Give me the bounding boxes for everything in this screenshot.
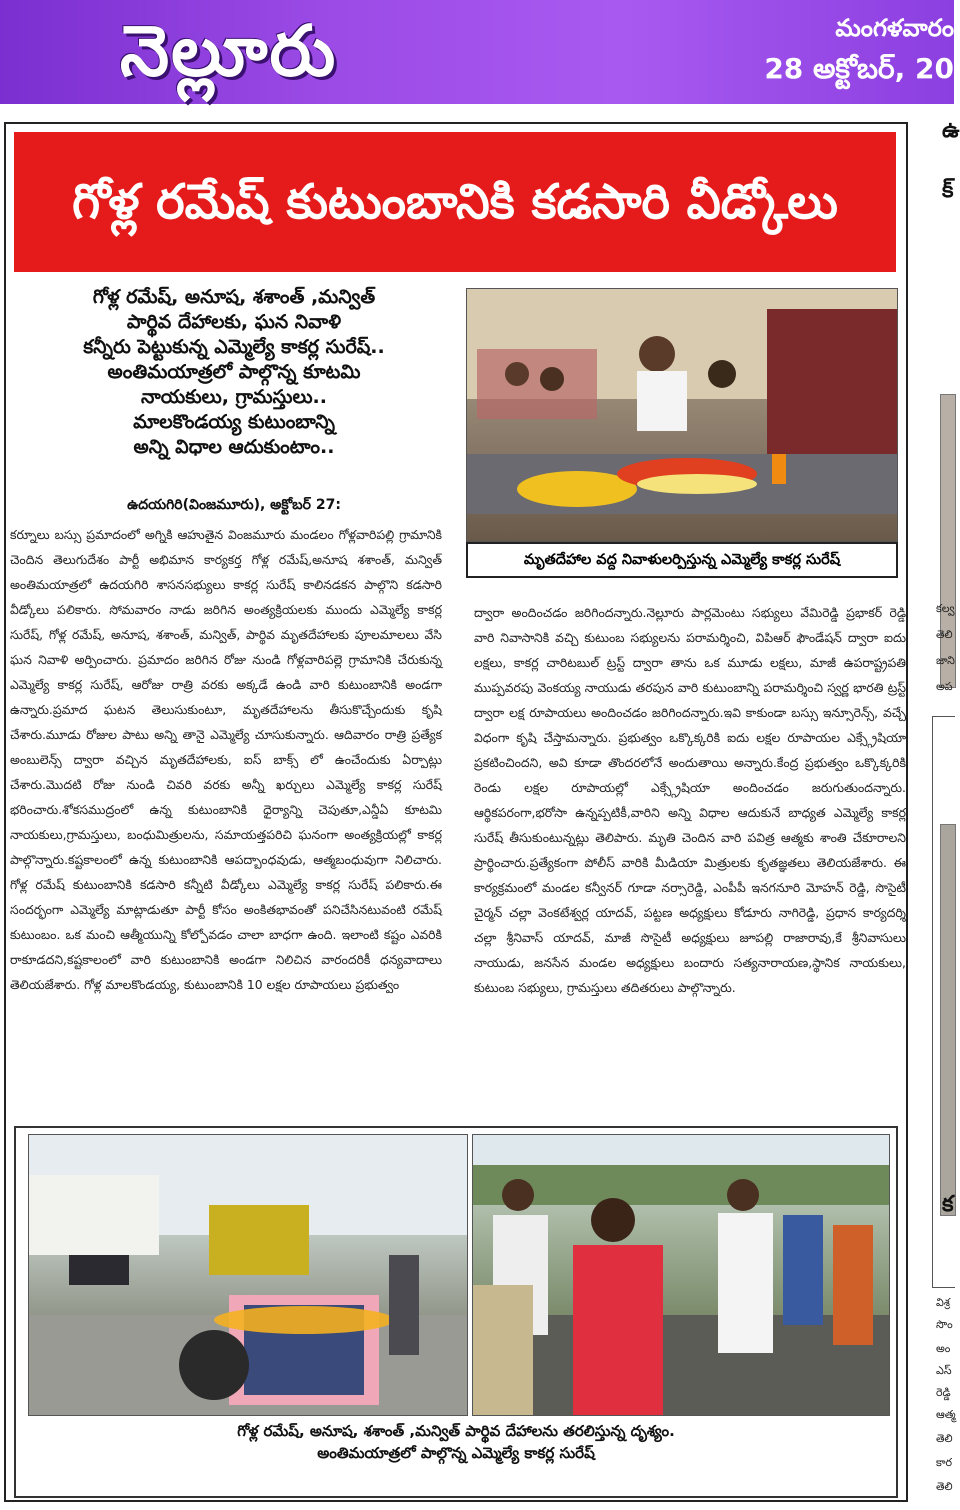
masthead-date: 28 అక్టోబర్, 20 [764, 52, 954, 85]
adjacent-text-fragment: కల్వ [936, 602, 955, 615]
newspaper-title: నెల్లూరు [120, 10, 338, 92]
photo-tribute [466, 288, 898, 542]
adjacent-text-fragment: రెడ్డి [936, 1386, 951, 1399]
photo-walk-illustration [473, 1135, 889, 1415]
caption-line: అంతిమయాత్రలో పాల్గొన్న ఎమ్మెల్యే కాకర్ల సురేష్ [317, 1444, 595, 1462]
adjacent-text-fragment: తెలి [936, 1432, 953, 1445]
masthead-day: మంగళవారం [835, 14, 954, 42]
adjacent-text-fragment: జాని [936, 654, 955, 667]
subhead-line: పార్థివ దేహాలకు, ఘన నివాళి [126, 311, 342, 333]
photo-tribute-caption: మృతదేహాల వద్ద నివాళులర్పిస్తున్న ఎమ్మెల్యే కాకర్ల సురేష్ [466, 542, 898, 578]
subhead-line: అంతిమయాత్రలో పాల్గొన్న కూటమి [107, 361, 361, 383]
subhead-line: మాలకొండయ్య కుటుంబాన్ని [133, 411, 335, 433]
subhead-line: నాయకులు, గ్రామస్తులు.. [141, 386, 327, 408]
photo-procession-caption [14, 1420, 898, 1464]
subhead-line: కన్నీరు పెట్టుకున్న ఎమ్మెల్యే కాకర్ల సురేష్.. [83, 336, 385, 358]
article-body-column-2: ద్వారా అందించడం జరిగిందన్నారు.నెల్లూరు పార్లమెంటు సభ్యులు వేమిరెడ్డి ప్రభాకర్ రెడ్డి వారి నివాసానికి వచ్చి కుటుంబ సభ్యులను పరామర్శించి, విపిఆర్ ఫౌండేషన్ ద్వారా ఐదు లక్షలు, కాకర్ల చారిటబుల్ ట్రస్ట్ ద్వారా తాను ఒక మూడు లక్షలు, మాజీ ఉపరాష్ట్రపతి ముప్పవరపు వెంకయ్య నాయుడు తరపున వారి కుటుంబాన్ని పరామర్శించి స్వర్ణ భారతి ట్రస్ట్ ద్వారా లక్ష రూపాయలు అందించడం జరిగిందన్నారు.ఇవి కాకుండా బస్సు ఇన్సూరెన్స్, వచ్చే విధంగా కృషి చేస్తామన్నారు. ప్రభుత్వం ఒక్కొక్కరికి ఐదు లక్షల రూపాయల ఎక్స్గ్రేషియా ప్రకటించిందని, అవి కూడా తొందరలోనే అందుతాయి అన్నారు.కేంద్ర ప్రభుత్వం ఒక్కొక్కరికి రెండు లక్షల రూపాయల్లో ఎక్స్గ్రేషియా అందించడం జరుగుతుందన్నారు. ఆర్థికపరంగా,భరోసా ఉన్నప్పటికీ,వారిని అన్ని విధాల ఆదుకునే బాధ్యత ఎమ్మెల్యే కాకర్ల సురేష్ తీసుకుంటున్నట్లు తెలిపారు. మృతి చెందిన వారి పవిత్ర ఆత్మకు శాంతి చేకూరాలని ప్రార్థించారు.ప్రత్యేకంగా పోలీస్ వారికి మీడియా మిత్రులకు కృతజ్ఞతలు తెలియజేశారు. ఈ కార్యక్రమంలో మండల కన్వీనర్ గూడా నర్సారెడ్డి, ఎంపీపీ ఇనగనూరి మోహన్ రెడ్డి, సొసైటీ చైర్మన్ చల్లా వెంకటేశ్వర్ల యాదవ్, పట్టణ అధ్యక్షులు కోడూరు నాగిరెడ్డి, ప్రధాన కార్యదర్శి చల్లా శ్రీనివాస్ యాదవ్, మాజీ సొసైటీ అధ్యక్షులు జూపల్లి రాజారావు,కే శ్రీనివాసులు నాయుడు, జనసేన మండల అధ్యక్షులు బందారు సత్యనారాయణ,స్థానిక నాయకులు, కుటుంబ సభ్యులు, గ్రామస్తులు తదితరులు పాల్గొన్నారు. [474, 605, 906, 995]
adjacent-photo [940, 824, 956, 1216]
adjacent-heading-fragment: ఉ [942, 118, 960, 143]
adjacent-text-fragment: ఎస్ [936, 1364, 952, 1377]
photo-procession-illustration [29, 1135, 467, 1415]
caption-line: గోళ్ల రమేష్, అనూష, శశాంత్ ,మన్విత్ పార్థివ దేహాలను తరలిస్తున్న దృశ్యం. [237, 1422, 675, 1440]
adjacent-text-fragment: ఆత్మ [936, 1408, 956, 1421]
adjacent-heading-fragment: క [942, 1192, 954, 1217]
adjacent-text-fragment: విశ్ర [936, 1296, 950, 1309]
subhead-line: అన్ని విధాల ఆదుకుంటాం.. [133, 436, 335, 458]
photo-procession-tractor [28, 1134, 468, 1416]
adjacent-text-fragment: తెలి [936, 1480, 953, 1493]
article-body-column-1: కర్నూలు బస్సు ప్రమాదంలో అగ్నికి ఆహుతైన వింజమూరు మండలం గోళ్లవారిపల్లి గ్రామానికి చెందిన తెలుగుదేశం పార్టీ అభిమాన కార్యకర్త గోళ్ల రమేష్,అనూష శశాంత్, మన్విత్ అంతిమయాత్రలో ఉదయగిరి శాసనసభ్యులు కాకర్ల సురేష్ కాలినడకన పాల్గొని కడసారి వీడ్కోలు పలికారు. సోమవారం నాడు జరిగిన అంత్యక్రియలకు ముందు ఎమ్మెల్యే కాకర్ల సురేష్, గోళ్ల రమేష్, అనూష, శశాంత్, మన్విత్, పార్థివ మృతదేహాలకు పూలమాలలు వేసి ఘన నివాళి అర్పించారు. ప్రమాదం జరిగిన రోజు నుండి గోళ్లవారిపల్లె గ్రామానికి చేరుకున్న ఎమ్మెల్యే కాకర్ల సురేష్, ఆరోజు రాత్రి వరకు అక్కడే ఉండి వారి కుటుంబానికి అండగా ఉన్నారు.ప్రమాద ఘటన తెలుసుకుంటూ, మృతదేహాలను తీసుకొచ్చేందుకు కృషి చేశారు.మూడు రోజుల పాటు అన్ని తానై ఎమ్మెల్యే చూసుకున్నారు. ఆదివారం రాత్రి ప్రత్యేక అంబులెన్స్ ద్వారా వచ్చిన మృతదేహాలకు, ఐస్ బాక్స్ లో ఉంచేందుకు ఏర్పాట్లు చేశారు.మొదటి రోజు నుండి చివరి వరకు అన్నీ ఖర్చులు ఎమ్మెల్యే కాకర్ల సురేష్ భరించారు.శోకసముద్రంలో ఉన్న కుటుంబానికి ధైర్యాన్ని చెపుతూ,ఎన్డీఏ కూటమి నాయకులు,గ్రామస్తులు, బంధుమిత్రులను, సమాయత్తపరిచి ఘనంగా అంత్యక్రియల్లో కాకర్ల పాల్గొన్నారు.కష్టకాలంలో ఉన్న కుటుంబానికి ఆపద్బాంధవుడు, ఆత్మబంధువుగా నిలిచారు. గోళ్ల రమేష్ కుటుంబానికి కడసారి కన్నీటి వీడ్కోలు ఎమ్మెల్యే కాకర్ల సురేష్ పలికారు.ఈ సందర్భంగా ఎమ్మెల్యే మాట్లాడుతూ పార్టీ కోసం అంకితభావంతో పనిచేసినటువంటి రమేష్ కుటుంబం. ఒక మంచి ఆత్మీయున్ని కోల్పోవడం చాలా బాధగా ఉంది. ఇలాంటి కష్టం ఎవరికి రాకూడదని,కష్టకాలంలో వారి కుటుంబానికి అండగా నిలిచిన వారందరికీ ధన్యవాదాలు తెలియజేశారు. గోళ్ల మాలకొండయ్య, కుటుంబానికి 10 లక్షల రూపాయలు ప్రభుత్వం [10, 527, 442, 992]
subhead-line: గోళ్ల రమేష్, అనూష, శశాంత్ ,మన్విత్ [92, 286, 376, 308]
adjacent-article-strip [912, 104, 960, 1510]
photo-tribute-illustration [467, 289, 897, 541]
article-dateline: ఉదయగిరి(వింజమూరు), అక్టోబర్ 27: [127, 497, 341, 513]
article-headline: గోళ్ల రమేష్ కుటుంబానికి కడసారి వీడ్కోలు [14, 132, 896, 272]
adjacent-text-fragment: సొం [936, 1318, 953, 1331]
article-subheads [14, 285, 454, 460]
adjacent-heading-fragment: క్ [942, 178, 954, 203]
photo-procession-walk [472, 1134, 890, 1416]
adjacent-text-fragment: కార [936, 1456, 953, 1469]
adjacent-text-fragment: అం [936, 1342, 951, 1355]
masthead [0, 0, 954, 104]
adjacent-text-fragment: అప [936, 680, 953, 693]
adjacent-text-fragment: తెలి [936, 628, 953, 641]
